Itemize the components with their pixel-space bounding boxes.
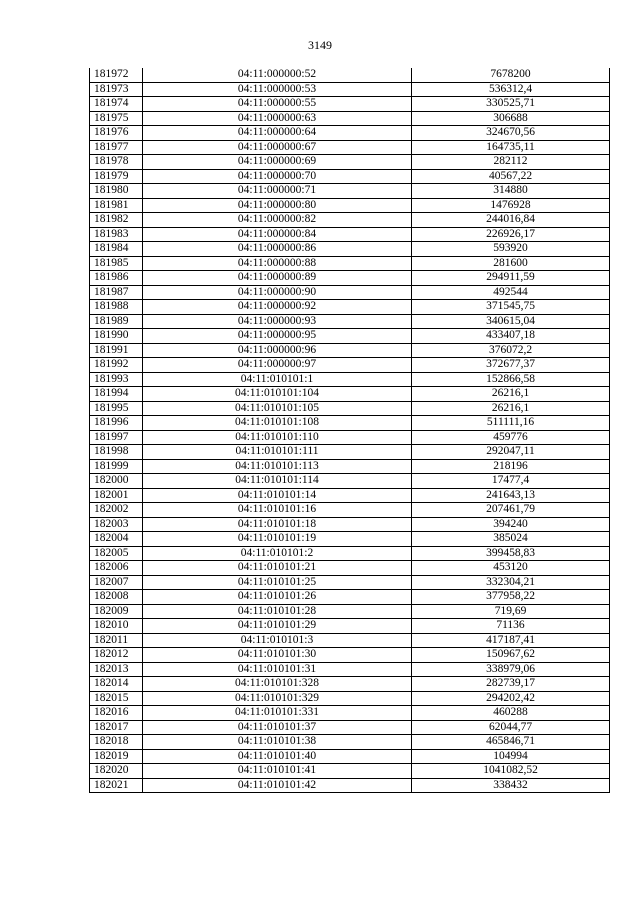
cadastral-number-cell: 04:11:010101:21 [143,561,412,576]
value-cell: 282739,17 [412,677,610,692]
row-number-cell: 181978 [90,155,143,170]
table-row [90,474,610,489]
cadastral-number-cell: 04:11:010101:108 [143,416,412,431]
table-row [90,430,610,445]
cadastral-number-cell: 04:11:010101:105 [143,401,412,416]
table-row [90,155,610,170]
row-number-cell: 181992 [90,358,143,373]
row-number-cell: 181994 [90,387,143,402]
value-cell: 218196 [412,459,610,474]
table-row [90,575,610,590]
cadastral-number-cell: 04:11:000000:86 [143,242,412,257]
table-row [90,256,610,271]
value-cell: 511111,16 [412,416,610,431]
value-cell: 40567,22 [412,169,610,184]
value-cell: 459776 [412,430,610,445]
row-number-cell: 182005 [90,546,143,561]
table-row [90,97,610,112]
table-row [90,358,610,373]
value-cell: 294911,59 [412,271,610,286]
page-number: 3149 [308,38,332,52]
value-cell: 338432 [412,778,610,793]
cadastral-number-cell: 04:11:000000:82 [143,213,412,228]
row-number-cell: 182015 [90,691,143,706]
table-row [90,561,610,576]
value-cell: 453120 [412,561,610,576]
cadastral-number-cell: 04:11:000000:95 [143,329,412,344]
table-row [90,445,610,460]
table-row [90,111,610,126]
value-cell: 338979,06 [412,662,610,677]
table-row [90,82,610,97]
table-row [90,401,610,416]
value-cell: 314880 [412,184,610,199]
row-number-cell: 182016 [90,706,143,721]
row-number-cell: 182003 [90,517,143,532]
table-row [90,764,610,779]
row-number-cell: 182018 [90,735,143,750]
cadastral-number-cell: 04:11:010101:3 [143,633,412,648]
cadastral-number-cell: 04:11:000000:64 [143,126,412,141]
cadastral-number-cell: 04:11:010101:25 [143,575,412,590]
cadastral-number-cell: 04:11:000000:63 [143,111,412,126]
value-cell: 244016,84 [412,213,610,228]
row-number-cell: 181986 [90,271,143,286]
value-cell: 26216,1 [412,401,610,416]
cadastral-number-cell: 04:11:010101:329 [143,691,412,706]
value-cell: 281600 [412,256,610,271]
row-number-cell: 181979 [90,169,143,184]
row-number-cell: 182017 [90,720,143,735]
table-row [90,735,610,750]
cadastral-number-cell: 04:11:000000:70 [143,169,412,184]
row-number-cell: 181972 [90,68,143,82]
cadastral-number-cell: 04:11:010101:29 [143,619,412,634]
table-row [90,532,610,547]
value-cell: 340615,04 [412,314,610,329]
registry-table [89,68,610,793]
row-number-cell: 182014 [90,677,143,692]
cadastral-number-cell: 04:11:010101:328 [143,677,412,692]
table-row [90,329,610,344]
row-number-cell: 182009 [90,604,143,619]
value-cell: 492544 [412,285,610,300]
cadastral-number-cell: 04:11:000000:71 [143,184,412,199]
cadastral-number-cell: 04:11:010101:26 [143,590,412,605]
cadastral-number-cell: 04:11:010101:18 [143,517,412,532]
table-row [90,271,610,286]
row-number-cell: 181981 [90,198,143,213]
value-cell: 152866,58 [412,372,610,387]
table-row [90,459,610,474]
value-cell: 330525,71 [412,97,610,112]
value-cell: 17477,4 [412,474,610,489]
table-row [90,198,610,213]
table-row [90,517,610,532]
value-cell: 306688 [412,111,610,126]
row-number-cell: 181991 [90,343,143,358]
table-row [90,242,610,257]
table-row [90,140,610,155]
cadastral-number-cell: 04:11:000000:84 [143,227,412,242]
cadastral-number-cell: 04:11:000000:93 [143,314,412,329]
row-number-cell: 182021 [90,778,143,793]
cadastral-number-cell: 04:11:010101:331 [143,706,412,721]
cadastral-number-cell: 04:11:010101:37 [143,720,412,735]
value-cell: 433407,18 [412,329,610,344]
cadastral-number-cell: 04:11:010101:16 [143,503,412,518]
row-number-cell: 181997 [90,430,143,445]
row-number-cell: 181999 [90,459,143,474]
table-row [90,590,610,605]
row-number-cell: 181988 [90,300,143,315]
value-cell: 150967,62 [412,648,610,663]
cadastral-number-cell: 04:11:000000:97 [143,358,412,373]
cadastral-number-cell: 04:11:010101:111 [143,445,412,460]
value-cell: 324670,56 [412,126,610,141]
table-row [90,488,610,503]
row-number-cell: 182000 [90,474,143,489]
row-number-cell: 182007 [90,575,143,590]
cadastral-number-cell: 04:11:010101:14 [143,488,412,503]
value-cell: 417187,41 [412,633,610,648]
table-row [90,416,610,431]
value-cell: 226926,17 [412,227,610,242]
table-row [90,720,610,735]
cadastral-number-cell: 04:11:010101:113 [143,459,412,474]
row-number-cell: 181975 [90,111,143,126]
value-cell: 71136 [412,619,610,634]
cadastral-number-cell: 04:11:000000:67 [143,140,412,155]
table-row [90,372,610,387]
value-cell: 292047,11 [412,445,610,460]
table-row [90,662,610,677]
value-cell: 7678200 [412,68,610,82]
cadastral-number-cell: 04:11:000000:52 [143,68,412,82]
row-number-cell: 181977 [90,140,143,155]
cadastral-number-cell: 04:11:010101:104 [143,387,412,402]
table-row [90,300,610,315]
value-cell: 294202,42 [412,691,610,706]
row-number-cell: 181983 [90,227,143,242]
row-number-cell: 181996 [90,416,143,431]
value-cell: 207461,79 [412,503,610,518]
value-cell: 62044,77 [412,720,610,735]
table-row [90,169,610,184]
cadastral-number-cell: 04:11:010101:114 [143,474,412,489]
table-row [90,778,610,793]
table-row [90,604,610,619]
table-row [90,633,610,648]
table-row [90,213,610,228]
value-cell: 399458,83 [412,546,610,561]
table-row [90,343,610,358]
table-row [90,677,610,692]
row-number-cell: 181990 [90,329,143,344]
cadastral-number-cell: 04:11:000000:96 [143,343,412,358]
table-row [90,648,610,663]
cadastral-number-cell: 04:11:010101:30 [143,648,412,663]
table-row [90,691,610,706]
value-cell: 593920 [412,242,610,257]
row-number-cell: 181985 [90,256,143,271]
row-number-cell: 182011 [90,633,143,648]
row-number-cell: 181974 [90,97,143,112]
row-number-cell: 182006 [90,561,143,576]
table-row [90,503,610,518]
row-number-cell: 181976 [90,126,143,141]
value-cell: 241643,13 [412,488,610,503]
cadastral-number-cell: 04:11:000000:89 [143,271,412,286]
cadastral-number-cell: 04:11:010101:1 [143,372,412,387]
cadastral-number-cell: 04:11:010101:110 [143,430,412,445]
cadastral-number-cell: 04:11:010101:31 [143,662,412,677]
value-cell: 1476928 [412,198,610,213]
table-row [90,387,610,402]
row-number-cell: 182010 [90,619,143,634]
cadastral-number-cell: 04:11:000000:90 [143,285,412,300]
table-row [90,619,610,634]
table-row [90,68,610,82]
table-row [90,546,610,561]
value-cell: 376072,2 [412,343,610,358]
value-cell: 332304,21 [412,575,610,590]
row-number-cell: 182020 [90,764,143,779]
row-number-cell: 182012 [90,648,143,663]
row-number-cell: 182001 [90,488,143,503]
table-row [90,706,610,721]
value-cell: 372677,37 [412,358,610,373]
value-cell: 385024 [412,532,610,547]
row-number-cell: 181982 [90,213,143,228]
row-number-cell: 182019 [90,749,143,764]
cadastral-number-cell: 04:11:010101:42 [143,778,412,793]
cadastral-number-cell: 04:11:010101:2 [143,546,412,561]
cadastral-number-cell: 04:11:010101:19 [143,532,412,547]
table-row [90,314,610,329]
value-cell: 164735,11 [412,140,610,155]
table-row [90,227,610,242]
cadastral-number-cell: 04:11:000000:53 [143,82,412,97]
table-row [90,749,610,764]
value-cell: 536312,4 [412,82,610,97]
row-number-cell: 181995 [90,401,143,416]
row-number-cell: 181984 [90,242,143,257]
value-cell: 1041082,52 [412,764,610,779]
row-number-cell: 181980 [90,184,143,199]
row-number-cell: 181987 [90,285,143,300]
row-number-cell: 181998 [90,445,143,460]
row-number-cell: 181973 [90,82,143,97]
row-number-cell: 182013 [90,662,143,677]
cadastral-number-cell: 04:11:000000:69 [143,155,412,170]
registry-table-body [90,68,610,793]
table-row [90,184,610,199]
value-cell: 719,69 [412,604,610,619]
value-cell: 394240 [412,517,610,532]
value-cell: 282112 [412,155,610,170]
cadastral-number-cell: 04:11:000000:80 [143,198,412,213]
value-cell: 371545,75 [412,300,610,315]
table-row [90,126,610,141]
cadastral-number-cell: 04:11:010101:40 [143,749,412,764]
cadastral-number-cell: 04:11:010101:38 [143,735,412,750]
value-cell: 104994 [412,749,610,764]
cadastral-number-cell: 04:11:000000:92 [143,300,412,315]
cadastral-number-cell: 04:11:010101:28 [143,604,412,619]
value-cell: 377958,22 [412,590,610,605]
cadastral-number-cell: 04:11:010101:41 [143,764,412,779]
row-number-cell: 182008 [90,590,143,605]
row-number-cell: 182002 [90,503,143,518]
cadastral-number-cell: 04:11:000000:55 [143,97,412,112]
cadastral-number-cell: 04:11:000000:88 [143,256,412,271]
value-cell: 460288 [412,706,610,721]
row-number-cell: 182004 [90,532,143,547]
value-cell: 465846,71 [412,735,610,750]
value-cell: 26216,1 [412,387,610,402]
row-number-cell: 181993 [90,372,143,387]
table-row [90,285,610,300]
row-number-cell: 181989 [90,314,143,329]
